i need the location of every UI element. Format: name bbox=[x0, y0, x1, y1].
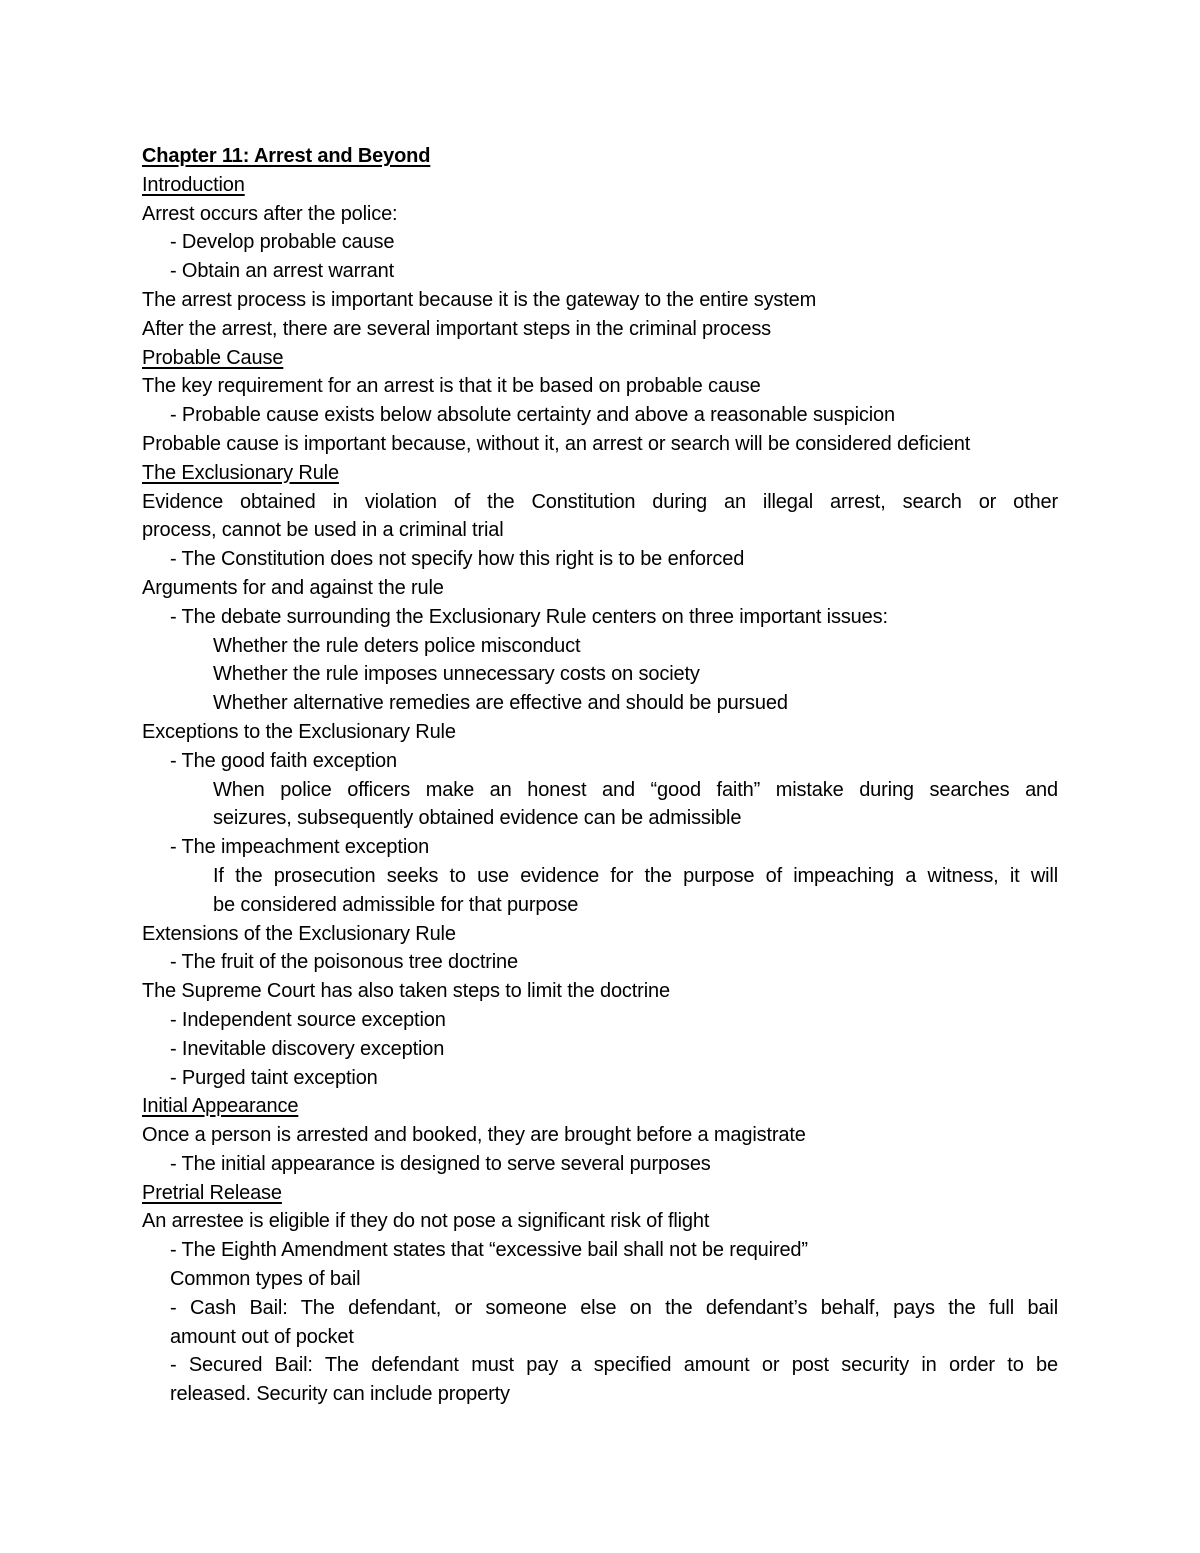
text-line: The key requirement for an arrest is that it be based on probable cause bbox=[142, 375, 761, 398]
text-line: - Secured Bail: The defendant must pay a specified amount or post security in order to be bbox=[170, 1354, 1058, 1377]
text-line: Whether alternative remedies are effective and should be pursued bbox=[213, 692, 788, 715]
text-line: amount out of pocket bbox=[170, 1325, 354, 1348]
section-heading: Probable Cause bbox=[142, 346, 284, 369]
text-line: - Cash Bail: The defendant, or someone else on the defendant’s behalf, pays the full bail bbox=[170, 1296, 1058, 1319]
text-line: Arguments for and against the rule bbox=[142, 576, 444, 599]
section-heading: Initial Appearance bbox=[142, 1095, 299, 1118]
text-line: - Develop probable cause bbox=[170, 231, 395, 254]
text-line: - Probable cause exists below absolute certainty and above a reasonable suspicion bbox=[170, 404, 895, 427]
text-line: After the arrest, there are several important steps in the criminal process bbox=[142, 317, 772, 340]
text-line: - Independent source exception bbox=[170, 1008, 446, 1031]
text-line: Once a person is arrested and booked, they are brought before a magistrate bbox=[142, 1124, 806, 1147]
text-line: Probable cause is important because, without it, an arrest or search will be considered deficient bbox=[142, 432, 971, 455]
document-body bbox=[142, 142, 1058, 1409]
text-line: process, cannot be used in a criminal trial bbox=[142, 519, 504, 542]
section-heading: Pretrial Release bbox=[142, 1181, 282, 1204]
text-line: When police officers make an honest and “good faith” mistake during searches and bbox=[213, 778, 1058, 801]
text-line: Arrest occurs after the police: bbox=[142, 202, 398, 225]
text-line: - The impeachment exception bbox=[170, 836, 430, 859]
text-line: - The debate surrounding the Exclusionary Rule centers on three important issues: bbox=[170, 605, 888, 628]
text-line: An arrestee is eligible if they do not pose a significant risk of flight bbox=[142, 1210, 710, 1233]
text-line: - The good faith exception bbox=[170, 749, 397, 772]
text-line: Extensions of the Exclusionary Rule bbox=[142, 922, 456, 945]
text-line: - The initial appearance is designed to serve several purposes bbox=[170, 1152, 711, 1175]
text-line: The arrest process is important because it is the gateway to the entire system bbox=[142, 288, 817, 311]
text-line: - Purged taint exception bbox=[170, 1066, 378, 1089]
section-heading: Introduction bbox=[142, 173, 245, 196]
text-line: Exceptions to the Exclusionary Rule bbox=[142, 720, 456, 743]
text-line: If the prosecution seeks to use evidence for the purpose of impeaching a witness, it will bbox=[213, 864, 1058, 887]
text-line: released. Security can include property bbox=[170, 1383, 510, 1406]
text-line: The Supreme Court has also taken steps to limit the doctrine bbox=[142, 980, 670, 1003]
text-line: Whether the rule deters police misconduct bbox=[213, 634, 581, 657]
text-line: Common types of bail bbox=[170, 1268, 361, 1291]
text-line: - The fruit of the poisonous tree doctrine bbox=[170, 951, 518, 974]
text-line: be considered admissible for that purpose bbox=[213, 893, 579, 916]
section-heading: The Exclusionary Rule bbox=[142, 461, 339, 484]
text-line: - Inevitable discovery exception bbox=[170, 1037, 445, 1060]
text-line: - Obtain an arrest warrant bbox=[170, 260, 394, 283]
text-line: - The Eighth Amendment states that “excessive bail shall not be required” bbox=[170, 1239, 808, 1262]
text-line: Whether the rule imposes unnecessary costs on society bbox=[213, 663, 700, 686]
text-line: Evidence obtained in violation of the Constitution during an illegal arrest, search or other bbox=[142, 490, 1058, 513]
document-title: Chapter 11: Arrest and Beyond bbox=[142, 145, 431, 167]
text-line: - The Constitution does not specify how this right is to be enforced bbox=[170, 548, 745, 571]
document-lines bbox=[142, 171, 1058, 1409]
text-line: seizures, subsequently obtained evidence can be admissible bbox=[213, 807, 742, 830]
